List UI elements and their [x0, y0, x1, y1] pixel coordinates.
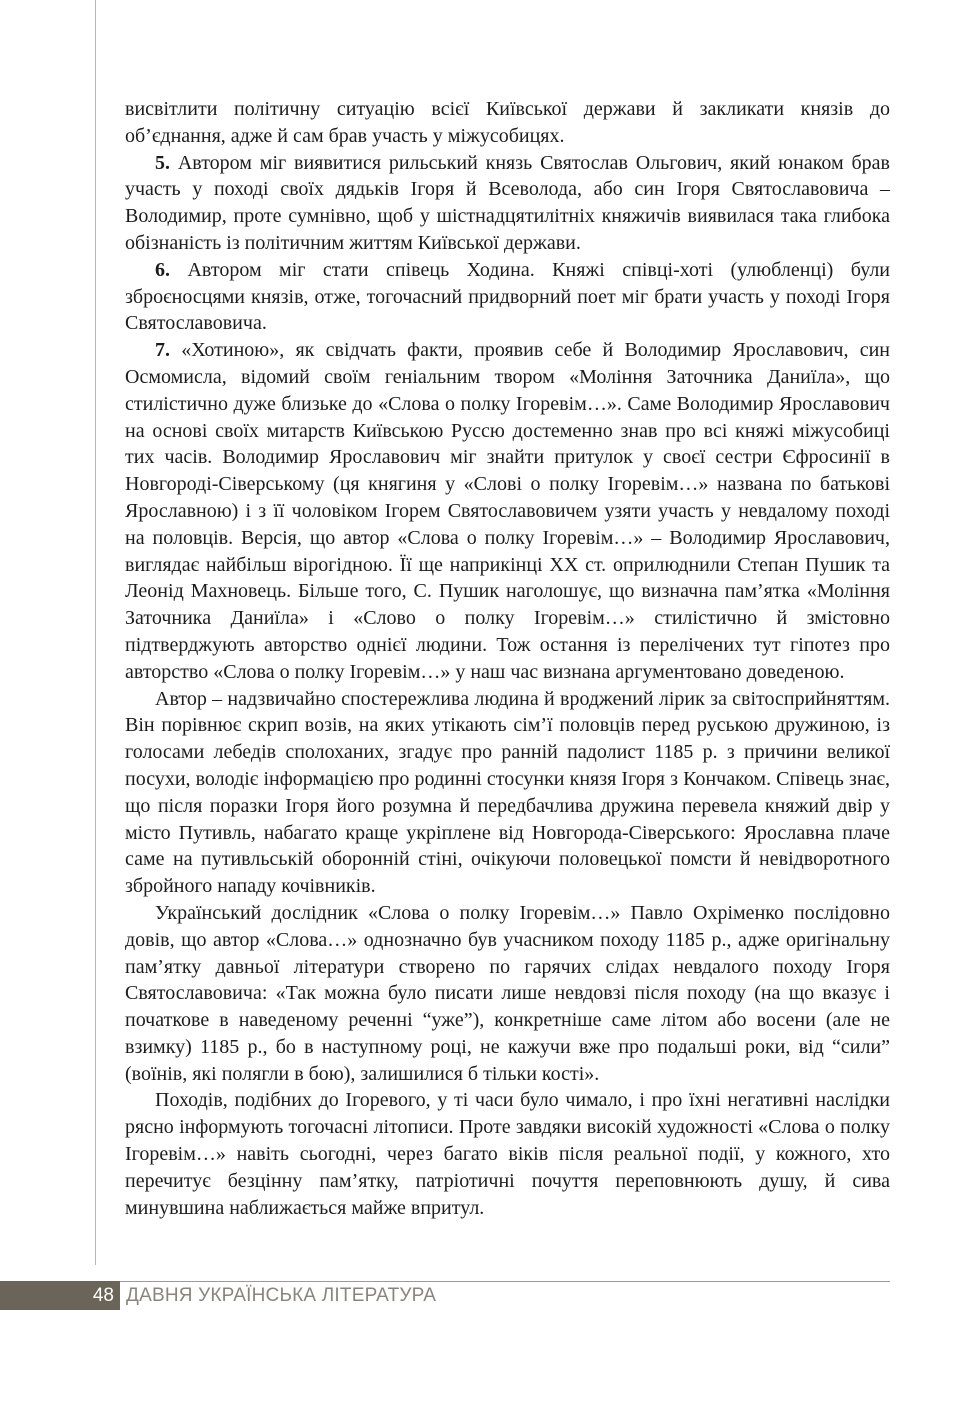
margin-rule — [95, 0, 96, 1265]
paragraph-conclusion — [125, 1087, 890, 1221]
paragraph-hypothesis-5 — [125, 150, 890, 257]
paragraph-text: Автором міг стати співець Ходина. Княжі співці-хоті (улюбленці) були зброєносцями князів, отже, тогочасний придворний поет міг брати участь у поході Ігоря Святославовича. — [125, 258, 890, 335]
paragraph-text: Автором міг виявитися рильський князь Святослав Ольгович, який юнаком брав участь у поході своїх дядьків Ігоря й Всеволода, або син Ігоря Святославовича – Володимир, проте сумнівно, щоб у шістнадцятилітніх княжичів виявилася така глибока обізнаність із політичним життям Київської держави. — [125, 151, 890, 254]
paragraph-text: Походів, подібних до Ігоревого, у ті часи було чимало, і про їхні негативні наслідки рясно інформують тогочасні літописи. Проте завдяки високій художності «Слова о полку Ігоревім…» навіть сьогодні, через багато віків після реальної події, у кожного, хто перечитує безцінну пам’ятку, патріотичні почуття переповнюють душу, й сива минувшина наближається майже впритул. — [125, 1089, 890, 1219]
paragraph-okhrimenko — [125, 900, 890, 1088]
paragraph-continuation — [125, 96, 890, 150]
paragraph-text: висвітлити політичну ситуацію всієї Київської держави й закликати князів до об’єднання, адже й сам брав участь у міжусобицях. — [125, 98, 890, 147]
paragraph-author — [125, 686, 890, 900]
page-number: 48 — [0, 1281, 120, 1310]
paragraph-text: «Хотиною», як свідчать факти, проявив себе й Володимир Ярославович, син Осмомисла, відомий своїм геніальним твором «Моління Заточника Даниїла», що стилістично дуже близьке до «Слова о полку Ігоревім…». Саме Володимир Ярославович на основі своїх митарств Київською Руссю достеменно знав про всі княжі міжусобиці тих часів. Володимир Ярославович міг знайти притулок у своєї сестри Єфросинії в Новгороді-Сіверському (ця княгиня у «Слові о полку Ігоревім…» названа по батькові Ярославною) і з її чоловіком Ігорем Святославовичем узяти участь у невдалому поході на половців. Версія, що автор «Слова о полку Ігоревім…» – Володимир Ярославович, виглядає найбільш вірогідною. Її ще наприкінці XX ст. оприлюднили Степан Пушик та Леонід Махновець. Більше того, С. Пушик наголошує, що визначна пам’ятка «Моління Заточника Даниїла» і «Слово о полку Ігоревім…» стилістично й змістовно підтверджують авторство однієї людини. Тож остання із перелічених тут гіпотез про авторство «Слова о полку Ігоревім…» у наш час визнана аргументовано доведеною. — [125, 339, 890, 683]
hypothesis-number: 7. — [155, 339, 170, 362]
paragraph-text: Український дослідник «Слова о полку Ігоревім…» Павло Охріменко послідовно довів, що автор «Слова…» однозначно був учасником походу 1185 р., адже оригінальну пам’ятку давньої літератури створено по гарячих слідах невдалого походу Ігоря Святославовича: «Так можна було писати лише невдовзі після походу (на що вказує і початкове в наведеному реченні “уже”), конкретніше саме літом або восени (але не взимку) 1185 р., бо в наступному році, не кажучи вже про подальші роки, від “сили” (воїнів, які полягли в бою), залишилися б тільки кості». — [125, 901, 890, 1085]
running-title: ДАВНЯ УКРАЇНСЬКА ЛІТЕРАТУРА — [126, 1285, 437, 1306]
paragraph-hypothesis-6 — [125, 257, 890, 337]
hypothesis-number: 5. — [155, 151, 170, 174]
body-text — [125, 96, 890, 1221]
hypothesis-number: 6. — [155, 258, 170, 281]
paragraph-hypothesis-7 — [125, 337, 890, 685]
paragraph-text: Автор – надзвичайно спостережлива людина й вроджений лірик за світосприйняттям. Він порівнює скрип возів, на яких утікають сім’ї половців перед руською дружиною, із голосами лебедів сполоханих, згадує про ранній падолист 1185 р. з причини великої посухи, володіє інформацією про родинні стосунки князя Ігоря з Кончаком. Співець знає, що після поразки Ігоря його розумна й передбачлива дружина перевела княжий двір у місто Путивль, набагато краще укріплене від Новгорода-Сіверського: Ярославна плаче саме на путивльській оборонній стіні, очікуючи половецької помсти й невідворотного збройного нападу кочівників. — [125, 687, 890, 898]
